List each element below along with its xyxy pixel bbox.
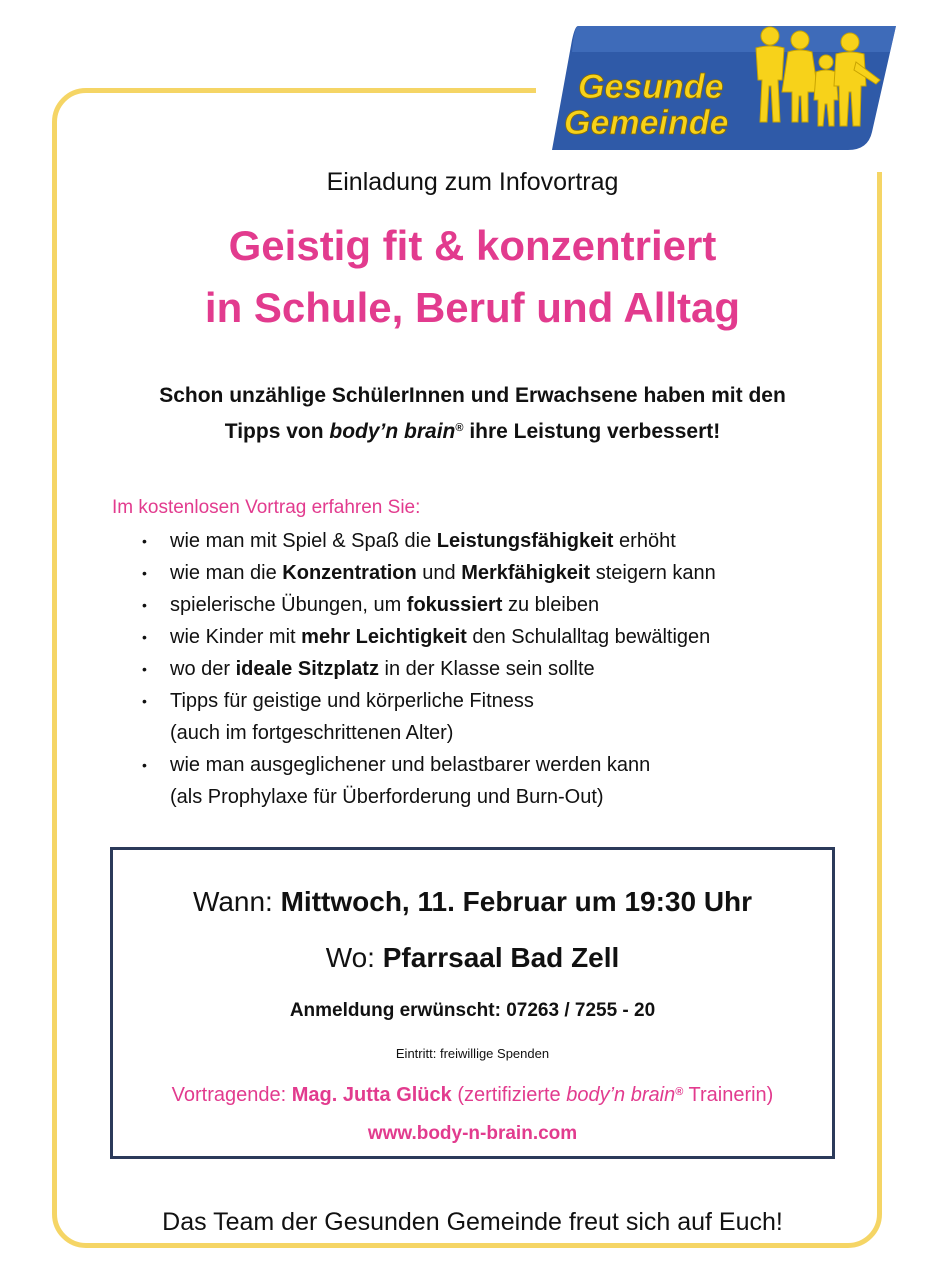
list-item: • wo der ideale Sitzplatz in der Klasse sein sollte	[142, 658, 595, 680]
list-item: • wie man mit Spiel & Spaß die Leistungsfähigkeit erhöht	[142, 530, 676, 552]
title-line-1: Geistig fit & konzentriert	[228, 222, 717, 269]
list-item: • wie Kinder mit mehr Leichtigkeit den Schulalltag bewältigen	[142, 626, 711, 648]
list-item: • wie man ausgeglichener und belastbarer werden kann (als Prophylaxe für Überforderung und Burn-Out)	[142, 754, 651, 808]
gesunde-gemeinde-logo	[550, 22, 900, 154]
list-item: • Tipps für geistige und körperliche Fitness (auch im fortgeschrittenen Alter)	[142, 690, 534, 744]
logo-line2: Gemeinde	[564, 104, 729, 142]
list-item: • wie man die Konzentration und Merkfähigkeit steigern kann	[142, 562, 716, 584]
website-link[interactable]: www.body-n-brain.com	[367, 1123, 578, 1144]
speaker: Vortragende: Mag. Jutta Glück (zertifizierte body’n brain® Trainerin)	[171, 1084, 774, 1106]
title-line-2: in Schule, Beruf und Alltag	[204, 284, 741, 331]
footer-message: Das Team der Gesunden Gemeinde freut sich auf Euch!	[162, 1208, 783, 1236]
entry-fee: Eintritt: freiwillige Spenden	[395, 1046, 550, 1061]
event-info-box	[110, 847, 835, 1159]
intro-line-2: Tipps von body’n brain® ihre Leistung verbessert!	[224, 420, 721, 443]
list-heading: Im kostenlosen Vortrag erfahren Sie:	[112, 497, 421, 518]
registration-phone: Anmeldung erwünscht: 07263 / 7255 - 20	[289, 1000, 656, 1021]
event-date: Wann: Mittwoch, 11. Februar um 19:30 Uhr	[192, 886, 753, 917]
logo-line1: Gesunde	[578, 68, 724, 106]
topic-list	[142, 525, 716, 813]
event-location: Wo: Pfarrsaal Bad Zell	[325, 942, 620, 973]
brand-name: body’n brain	[329, 420, 456, 443]
intro-line-1: Schon unzählige SchülerInnen und Erwachsene haben mit den	[159, 384, 786, 407]
list-item: • spielerische Übungen, um fokussiert zu bleiben	[142, 594, 600, 616]
pre-title: Einladung zum Infovortrag	[326, 168, 619, 196]
